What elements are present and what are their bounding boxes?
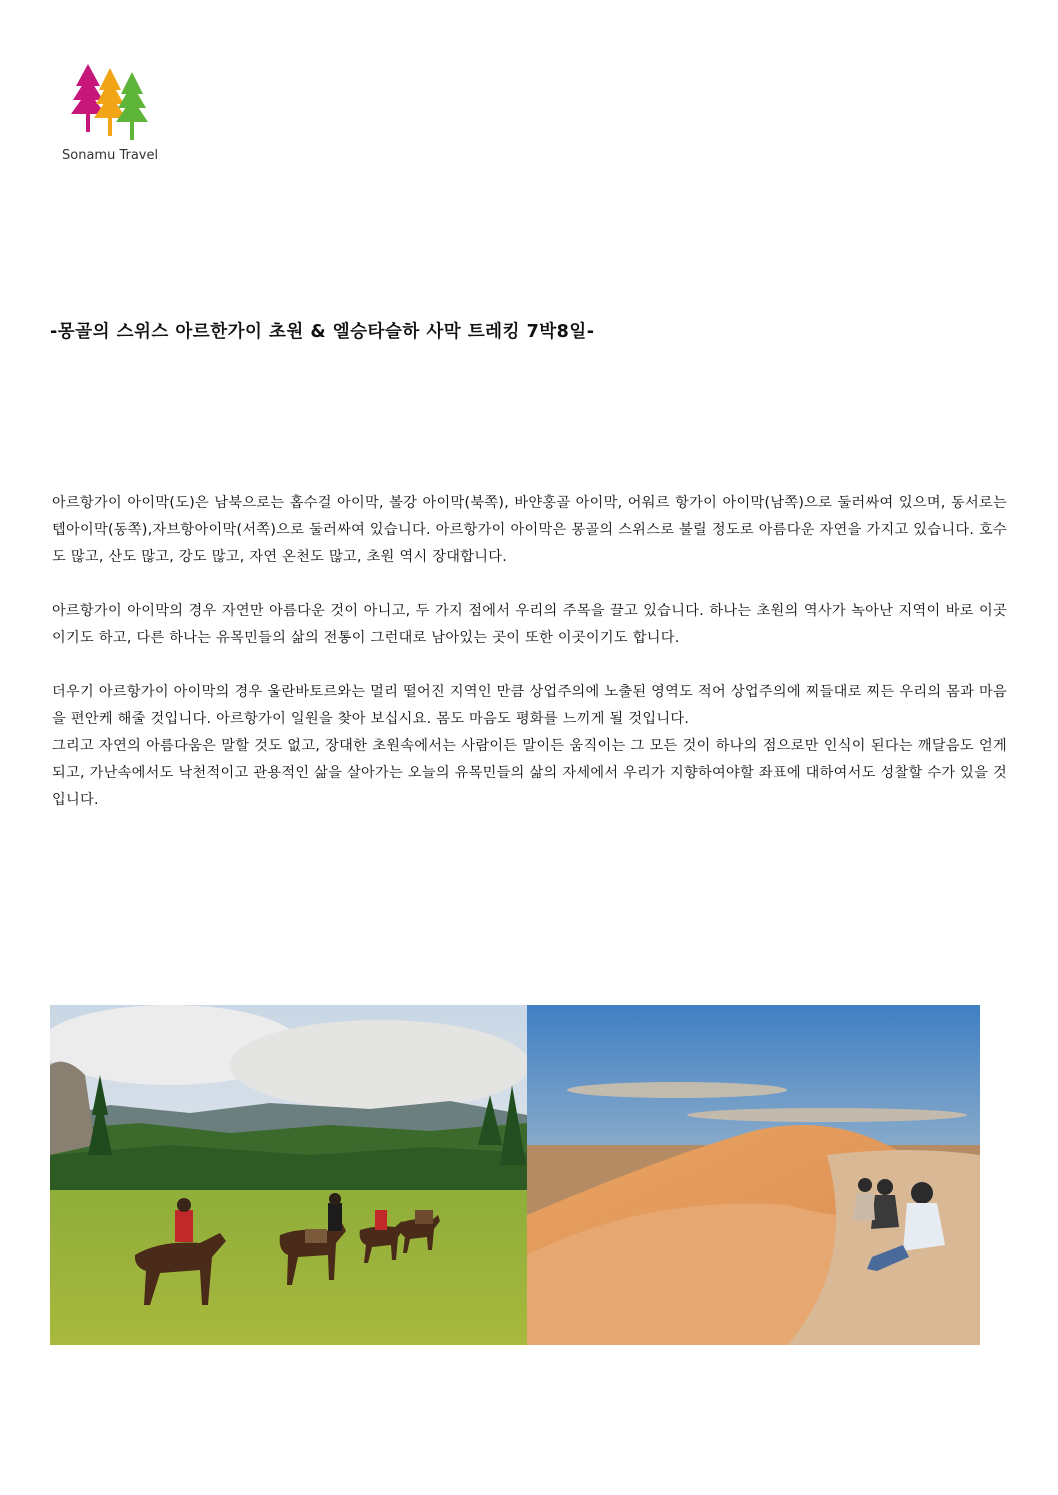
intro-text <box>52 490 1007 814</box>
page-title: -몽골의 스위스 아르한가이 초원 & 엘승타슬하 사막 트레킹 7박8일- <box>50 322 595 342</box>
three-trees-icon <box>68 62 158 142</box>
paragraph: 그리고 자연의 아름다움은 말할 것도 없고, 장대한 초원속에서는 사람이든 말이든 움직이는 그 모든 것이 하나의 점으로만 인식이 된다는 깨달음도 얻게 되고, 가난속에서도 낙천적이고 관용적인 삶을 살아가는 오늘의 유목민들의 삶의 자세에서 우리가 지향하여야할 좌표에 대하여서도 성찰할 수가 있을 것입니다. <box>52 738 1007 808</box>
sand-dune-photo <box>527 1005 980 1345</box>
company-logo <box>58 62 170 172</box>
paragraph: 아르항가이 아이막의 경우 자연만 아름다운 것이 아니고, 두 가지 점에서 우리의 주목을 끌고 있습니다. 하나는 초원의 역사가 녹아난 지역이 바로 이곳이기도 하고, 다른 하나는 유목민들의 삶의 전통이 그런대로 남아있는 곳이 또한 이곳이기도 합니다. <box>52 603 1007 646</box>
paragraph: 더우기 아르항가이 아이막의 경우 울란바토르와는 멀리 떨어진 지역인 만큼 상업주의에 노출된 영역도 적어 상업주의에 찌들대로 찌든 우리의 몸과 마음을 편안케 해줄 것입니다. 아르항가이 일원을 찾아 보십시요. 몸도 마음도 평화를 느끼게 될 것입니다. <box>52 684 1007 727</box>
paragraph: 아르항가이 아이막(도)은 남북으로는 홉수걸 아이막, 볼강 아이막(북쪽), 바얀홍골 아이막, 어워르 항가이 아이막(남쪽)으로 둘러싸여 있으며, 동서로는 텝아이막(동쪽),자브항아이막(서쪽)으로 둘러싸여 있습니다. 아르항가이 아이막은 몽골의 스위스로 불릴 정도로 아름다운 자연을 가지고 있습니다. 호수도 많고, 산도 많고, 강도 많고, 자연 온천도 많고, 초원 역시 장대합니다. <box>52 495 1007 565</box>
grassland-horse-riders-photo <box>50 1005 527 1345</box>
photo-strip <box>50 1005 980 1345</box>
logo-text: Sonamu Travel <box>62 148 159 163</box>
